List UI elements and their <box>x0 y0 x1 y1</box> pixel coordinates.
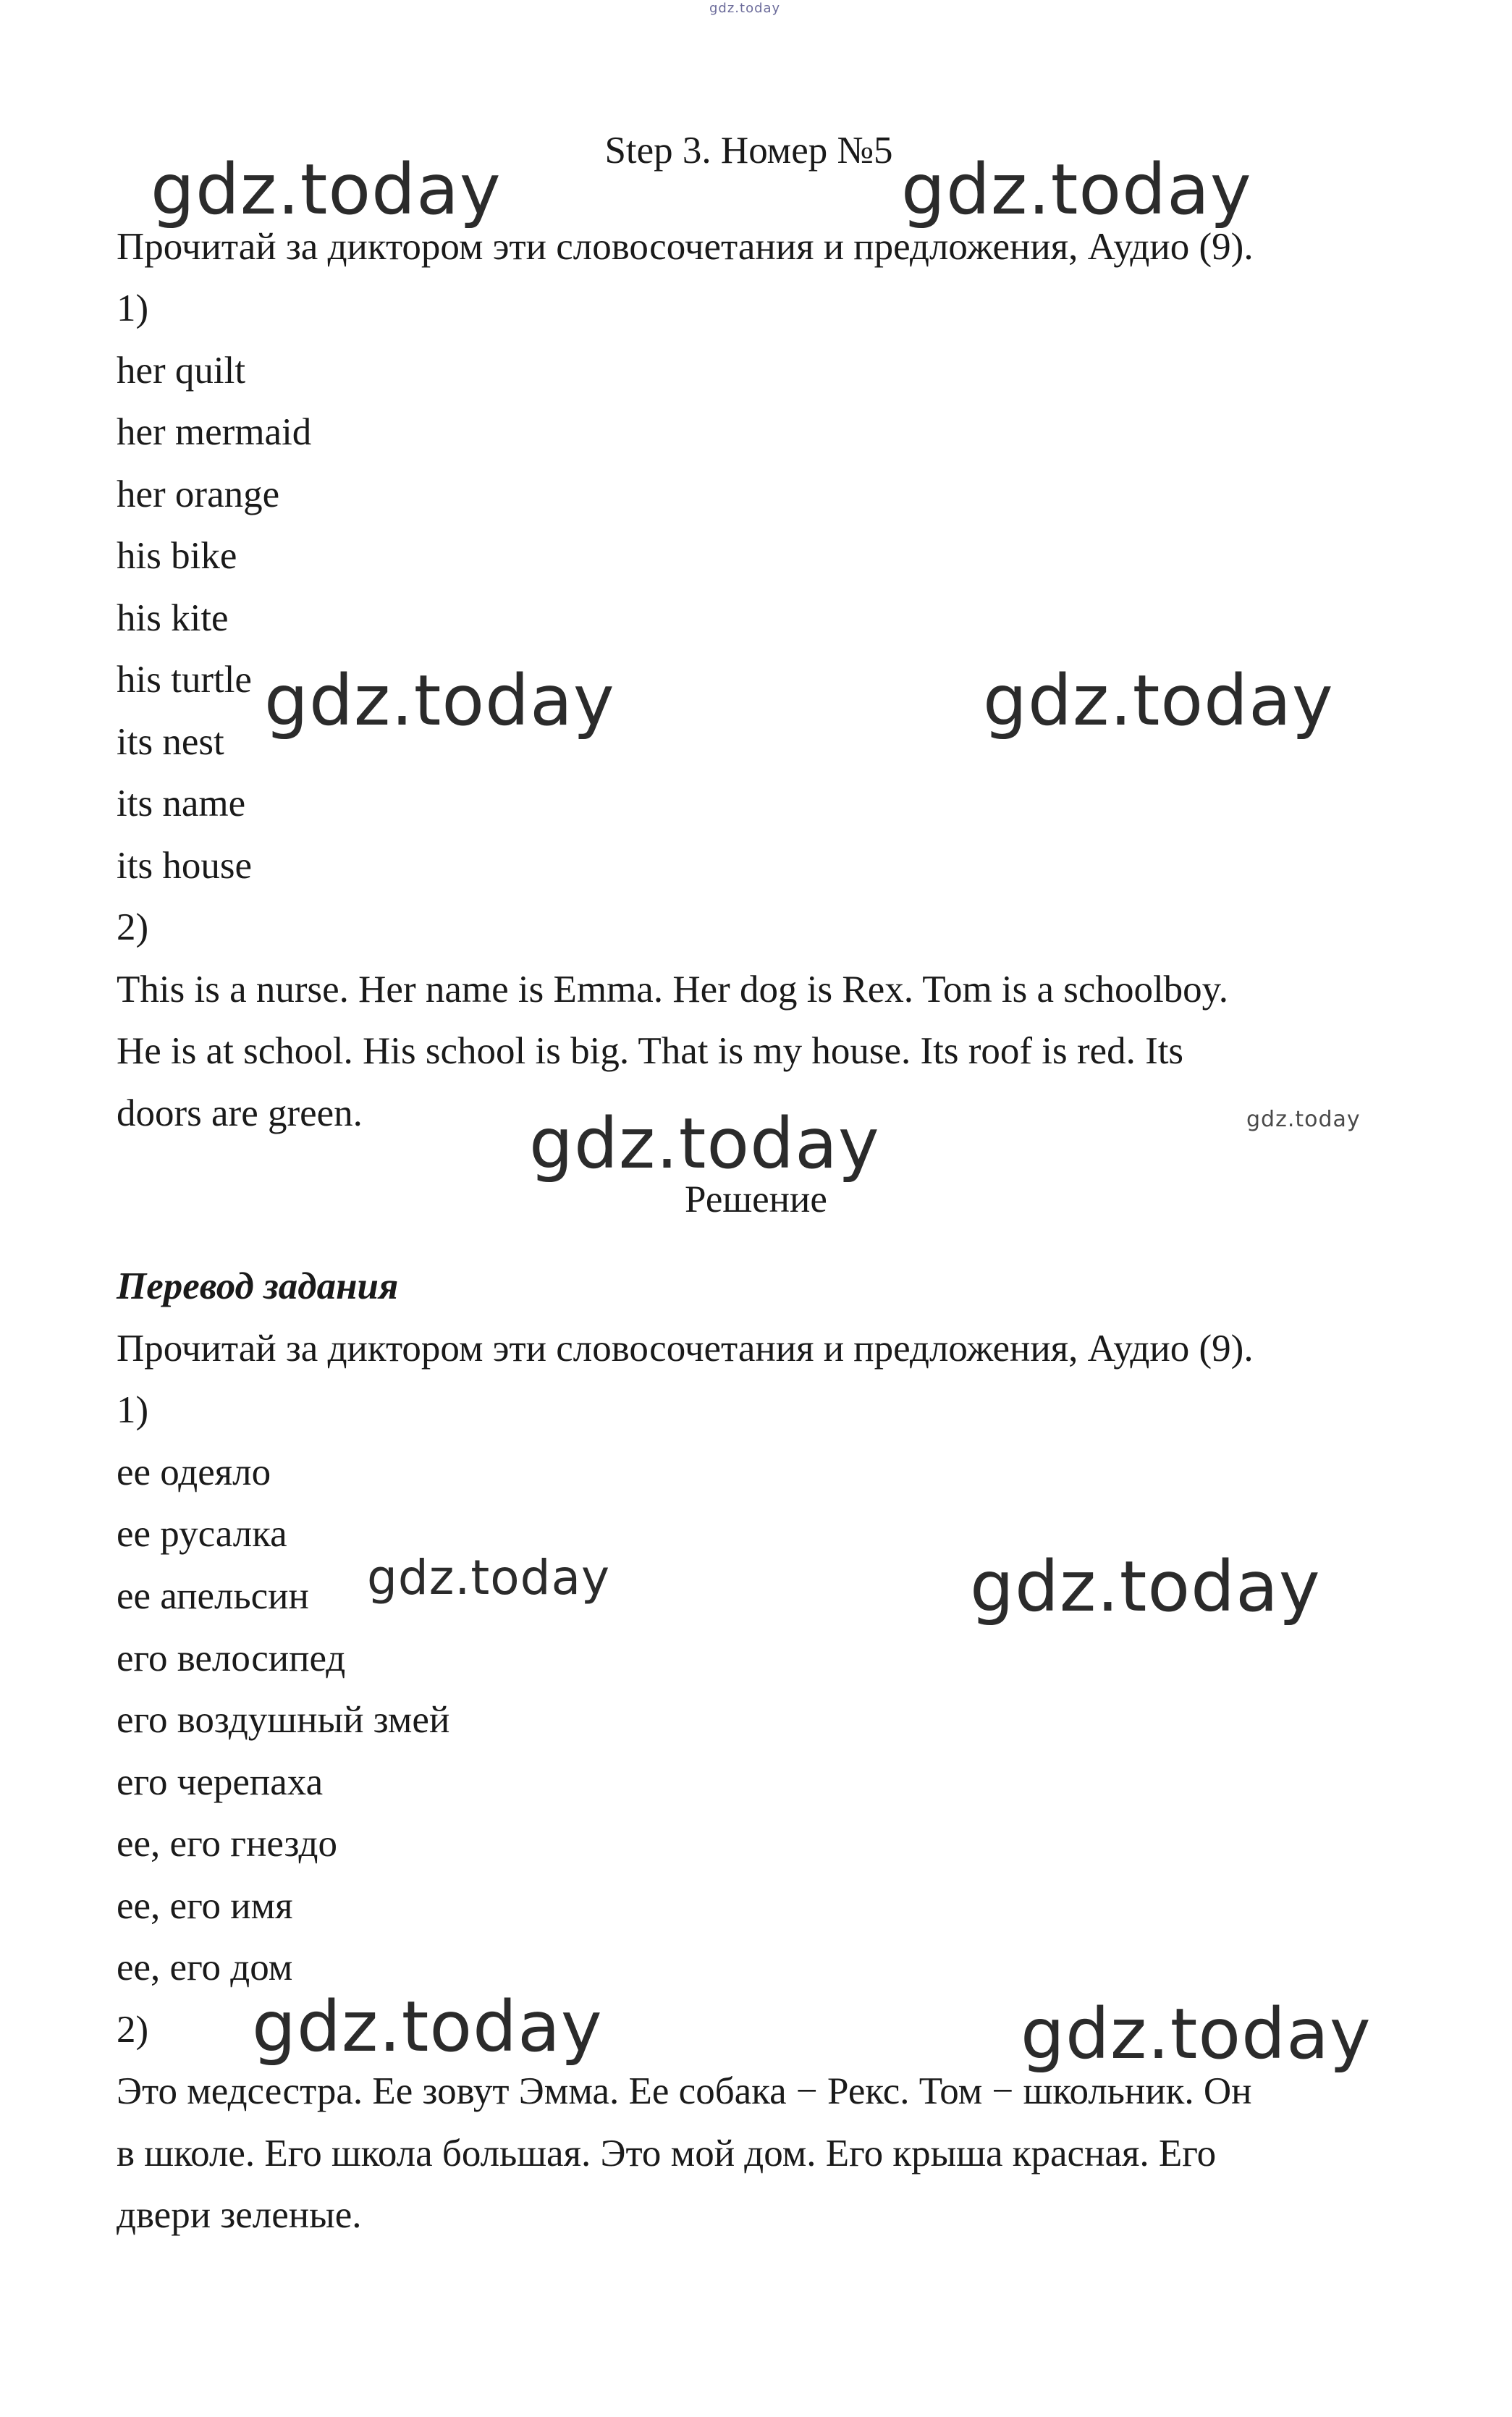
translated-phrase: ее одеяло <box>117 1451 271 1493</box>
watermark: gdz.today <box>264 660 615 741</box>
translated-phrase: ее апельсин <box>117 1575 309 1617</box>
translation-title: Перевод задания <box>117 1265 399 1307</box>
translation-part1-label: 1) <box>117 1389 149 1431</box>
phrase-item: its house <box>117 845 252 887</box>
page-title-text: Step 3. Номер №5 <box>604 130 893 172</box>
translated-phrase: ее русалка <box>117 1513 287 1555</box>
translation-instruction: Прочитай за диктором эти словосочетания и предложения, Аудио (9). <box>117 1328 1254 1370</box>
translated-phrase: его воздушный змей <box>117 1699 450 1741</box>
task-instruction: Прочитай за диктором эти словосочетания и предложения, Аудио (9). <box>117 226 1254 268</box>
phrase-item: her quilt <box>117 350 246 392</box>
phrase-item: its nest <box>117 721 224 763</box>
sentence-line: This is a nurse. Her name is Emma. Her dog is Rex. Tom is a schoolboy. <box>117 969 1228 1011</box>
watermark: gdz.today <box>367 1550 611 1606</box>
translated-phrase: ее, его гнездо <box>117 1823 337 1865</box>
watermark: gdz.today <box>1246 1107 1361 1132</box>
phrase-item: his kite <box>117 597 229 639</box>
phrase-item: her mermaid <box>117 411 312 453</box>
watermark: gdz.today <box>252 1986 603 2067</box>
watermark: gdz.today <box>529 1103 880 1184</box>
watermark: gdz.today <box>151 149 502 230</box>
translated-sentence-line: Это медсестра. Ее зовут Эмма. Ее собака − Рекс. Том − школьник. Он <box>117 2070 1252 2112</box>
part2-label: 2) <box>117 906 149 948</box>
watermark: gdz.today <box>983 660 1334 741</box>
phrase-item: her orange <box>117 473 280 515</box>
translated-phrase: его черепаха <box>117 1761 324 1803</box>
watermark: gdz.today <box>1021 1994 1372 2075</box>
part1-label: 1) <box>117 287 149 329</box>
translated-phrase: ее, его имя <box>117 1885 293 1927</box>
translation-part2-label: 2) <box>117 2009 149 2051</box>
translated-phrase: ее, его дом <box>117 1946 293 1988</box>
phrase-item: its name <box>117 783 246 824</box>
solution-heading: Решение <box>685 1178 827 1220</box>
watermark: gdz.today <box>970 1546 1321 1627</box>
translated-sentence-line: двери зеленые. <box>117 2194 362 2236</box>
phrase-item: his turtle <box>117 659 252 701</box>
translated-sentence-line: в школе. Его школа большая. Это мой дом. Его крыша красная. Его <box>117 2133 1217 2175</box>
sentence-line: doors are green. <box>117 1092 363 1134</box>
sentence-line: He is at school. His school is big. That is my house. Its roof is red. Its <box>117 1030 1184 1072</box>
phrase-item: his bike <box>117 535 237 577</box>
translated-phrase: его велосипед <box>117 1637 346 1679</box>
top-watermark: gdz.today <box>709 1 781 16</box>
watermark: gdz.today <box>901 149 1252 230</box>
